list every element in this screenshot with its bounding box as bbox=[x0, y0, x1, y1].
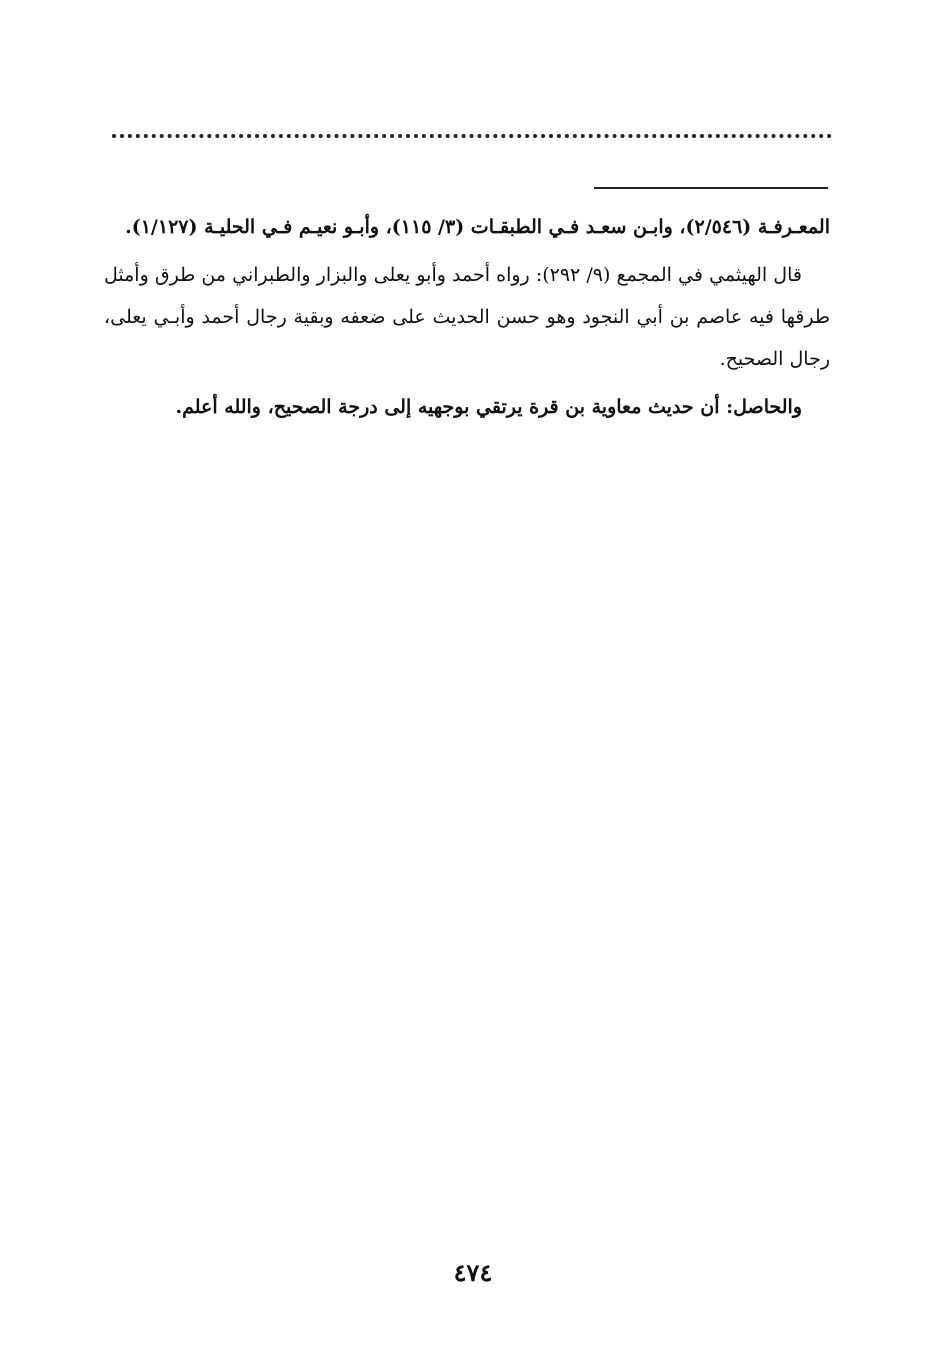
page-text bbox=[104, 206, 830, 434]
haythami-paragraph: قال الهيثمي في المجمع (٩/ ٢٩٢): رواه أحمد وأبو يعلى والبزار والطبراني من طرق وأمثل طرقها فيه عاصم بن أبي النجود وهو حسن الحديث على ضعفه وبقية رجال أحمد وأبـي يعلى، رجال الصحيح. bbox=[104, 264, 830, 370]
conclusion-paragraph bbox=[104, 386, 830, 428]
dotted-separator bbox=[112, 134, 832, 138]
footnote-paragraph: المعـرفـة (٢/٥٤٦)، وابـن سعـد فـي الطبقـات (٣/ ١١٥)، وأبـو نعيـم فـي الحليـة (١/١٢٧). bbox=[125, 216, 830, 238]
conclusion-label: والحاصل: bbox=[726, 396, 802, 418]
conclusion-text: أن حديث معاوية بن قرة يرتقي بوجهيه إلى درجة الصحيح، والله أعلم. bbox=[175, 396, 727, 418]
footnote-rule bbox=[594, 187, 828, 189]
page-number: ٤٧٤ bbox=[453, 1258, 493, 1287]
